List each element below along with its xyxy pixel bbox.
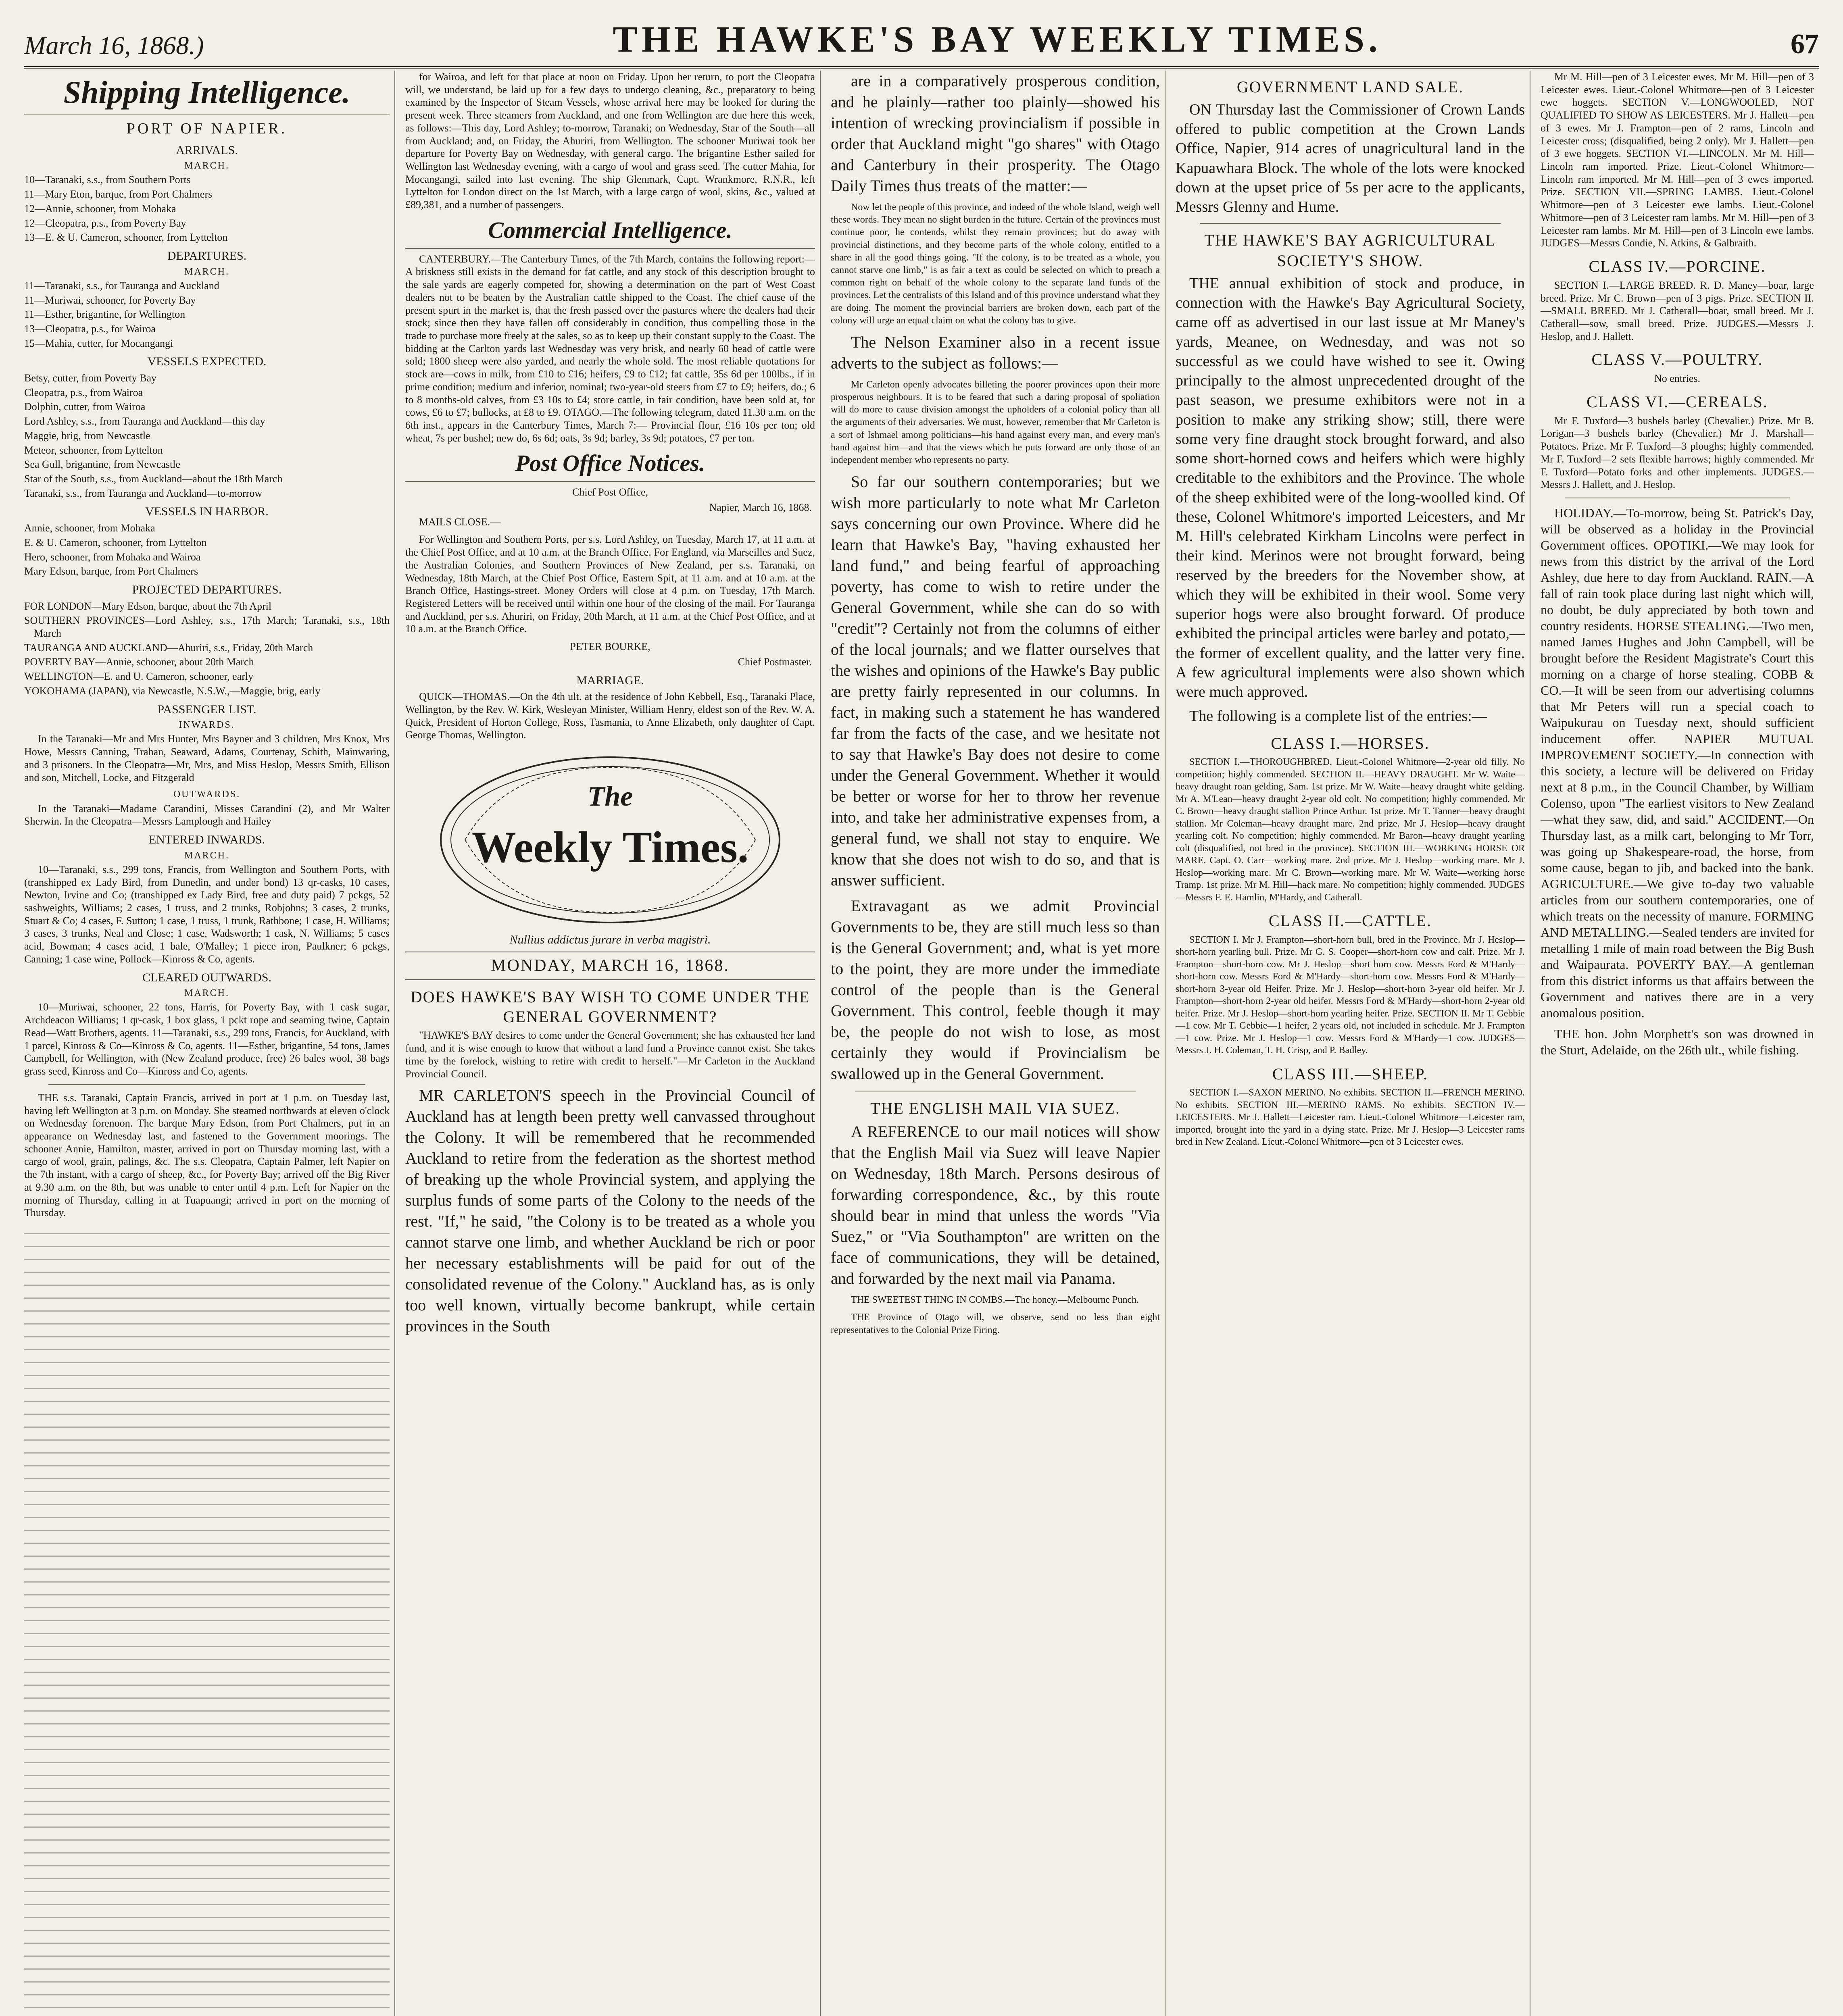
show-text: THE annual exhibition of stock and produce, in connection with the Hawke's Bay Agricultural Society, came off as advertised in our last issue at Mr Maney's yards, Meanee, on Wednesday, and was not so successful as we could have wished to see it. Owing principally to the almost unprecedented drought of the past season, we presume exhibitors were not in a position to make any striking show; still, there were some very fine draught stock brought forward, and also some short-horned cows and heifers which were highly creditable to the exhibitors and the Province. The whole of the sheep exhibited were of the long-woolled kind. Of these, Colonel Whitmore's imported Leicesters, and Mr M. Hill's celebrated Kirkham Lincolns were perfect in their kind. Merinos were not brought forward, being reserved by the breeders for the November show, at which they will be exhibited in their wool. Some very superior hogs were also brought forward. Of produce exhibited the principal articles were barley and potato,—the former of excellent quality, and the latter very fine. A few agricultural implements were also shown which were much approved. bbox=[1176, 275, 1525, 701]
column-agricultural-show bbox=[1176, 71, 1530, 2016]
column-commercial bbox=[405, 71, 821, 2016]
newspaper-title: THE HAWKE'S BAY WEEKLY TIMES. bbox=[613, 19, 1382, 60]
motto: Nullius addictus jurare in verba magistri. bbox=[509, 933, 711, 946]
arrival-entry: 10—Taranaki, s.s., from Southern Ports bbox=[24, 174, 191, 186]
expected-entry: Star of the South, s.s., from Auckland—about the 18th March bbox=[24, 473, 283, 485]
entries-intro: The following is a complete list of the entries:— bbox=[1189, 708, 1487, 725]
post-office-name: Chief Post Office, bbox=[572, 486, 648, 498]
expected-entry: Betsy, cutter, from Poverty Bay bbox=[24, 372, 156, 384]
lead-article-text: MR CARLETON'S speech in the Provincial Council of Auckland has at length been pretty well canvassed throughout the Colony. It will be remembered that he recommended Auckland to retire from the federation as the shortest method of breaking up the whole Provincial system, and applying the surplus funds of some parts of the Colony to the needs of the rest. "If," he said, "the Colony is to be treated as a whole you cannot starve one limb, and whether Auckland be rich or poor her necessary establishments will be paid for out of the consolidated revenue of the Colony." Auckland has, as is only too well known, virtually become bankrupt, while certain provinces in the South bbox=[405, 1086, 815, 1335]
arrival-entry: 12—Cleopatra, p.s., from Poverty Bay bbox=[24, 217, 186, 229]
harbor-entry: Mary Edson, barque, from Port Chalmers bbox=[24, 565, 198, 577]
class-horses-list: SECTION I.—THOROUGHBRED. Lieut.-Colonel Whitmore—2-year old filly. No competition; highly commended. SECTION II.—HEAVY DRAUGHT. Mr W. Waite—heavy draught roan gelding, Sam. 1st prize. Mr W. Waite—heavy draught white gelding. Mr A. M'Lean—heavy draught 2-year old colt. No competition; highly commended. Mr C. Brown—heavy draught stallion Prince Arthur. 1st prize. Mr T. Tanner—heavy draught stallion. Mr Coleman—heavy draught mare. 2nd prize. Mr J. Heslop—heavy draught yearling colt. No competition; highly commended. Mr Baron—heavy draught yearling colt (disqualified, not bred in the province). SECTION III.—WORKING HORSE OR MARE. Capt. O. Carr—working mare. 2nd prize. Mr J. Heslop—working mare. Mr J. Heslop—working mare. Mr C. Brown—working mare. Mr W. Waite—working horse Tramp. 1st prize. Mr M. Hill—hack mare. No competition; highly commended. JUDGES—Messrs F. E. Hamlin, M'Hardy, and Catherall. bbox=[1176, 757, 1525, 903]
expected-entry: Dolphin, cutter, from Wairoa bbox=[24, 401, 146, 413]
local-news-text: HOLIDAY.—To-morrow, being St. Patrick's Day, will be observed as a holiday in the Provincial Government offices. OPOTIKI.—We may look for news from this district by the arrival of the Lord Ashley, due here to day from Auckland. RAIN.—A fall of rain took place during last night which will, no doubt, be duly appreciated by both town and country residents. HORSE STEALING.—Two men, named James Hughes and John Campbell, will be brought before the Resident Magistrate's Court this morning on a charge of horse stealing. COBB & CO.—It will be seen from our advertising columns that Mr Peters will run a special coach to Waipukurau on Tuesday next, should sufficient inducement offer. NAPIER MUTUAL IMPROVEMENT SOCIETY.—In connection with this society, a lecture will be delivered on Friday next at 8 p.m., in the Council Chamber, by William Colenso, upon "The earliest visitors to New Zealand—what they saw, did, and said." ACCIDENT.—On Thursday last, as a milk cart, belonging to Mr Torr, was going up Shakespeare-road, the horse, from some cause, began to jib, and backed into the bank. AGRICULTURE.—We give to-day two valuable articles from our southern contemporaries, one of which treats on the necessity of manure. FORMING AND METALLING.—Sealed tenders are invited for metalling 1 mile of main road between the Big Bush and Waipaurata. POVERTY BAY.—A gentleman from this district informs us that affairs between the Government and natives there are in a very anomalous position. bbox=[1541, 506, 1814, 1020]
commercial-heading: Commercial Intelligence. bbox=[405, 216, 815, 249]
weekly-times-emblem bbox=[433, 751, 788, 929]
class-poultry-heading: CLASS V.—POULTRY. bbox=[1591, 350, 1763, 369]
harbor-entry: Annie, schooner, from Mohaka bbox=[24, 522, 155, 534]
class-porcine-list: SECTION I.—LARGE BREED. R. D. Maney—boar, large breed. Prize. Mr C. Brown—pen of 3 pigs. Prize. SECTION II.—SMALL BREED. Mr J. Catherall—boar, small breed. Mr J. Catherall—sow, small breed. Prize. JUDGES.—Messrs J. Heslop, and J. Hallett. bbox=[1541, 279, 1814, 342]
mail-heading: THE ENGLISH MAIL VIA SUEZ. bbox=[870, 1099, 1120, 1118]
post-office-text: For Wellington and Southern Ports, per s.s. Lord Ashley, on Tuesday, March 17, at 11 a.m. at the Chief Post Office, and at 10 a.m. at the Branch Office. For England, via Marseilles and Suez, the Australian Colonies, and Southern Provinces of New Zealand, per s.s. Taranaki, on Wednesday, 18th March, at the Chief Post Office, Eastern Spit, at 11 a.m. and at 10 a.m. at the Branch Office, Hastings-street. Money Orders will close at 4 p.m. on Tuesday, 17th March. Registered Letters will be received until within one hour of the closing of the mail. For Tauranga and Auckland, per s.s. Ahuriri, on Friday, 20th March, at 11 a.m. at the Chief Post Office, and at 10 a.m. at the Branch Office. bbox=[405, 533, 815, 635]
issue-dateline: MONDAY, MARCH 16, 1868. bbox=[405, 952, 815, 980]
shipping-heading: Shipping Intelligence. bbox=[24, 73, 390, 115]
departures-heading: DEPARTURES. bbox=[167, 249, 247, 262]
passengers-outwards: In the Taranaki—Madame Carandini, Misses Carandini (2), and Mr Walter Sherwin. In the Cleopatra—Messrs Lamplough and Hailey bbox=[24, 802, 390, 827]
column-local-news bbox=[1541, 71, 1819, 2016]
class-horses-heading: CLASS I.—HORSES. bbox=[1271, 734, 1430, 752]
post-office-date: Napier, March 16, 1868. bbox=[709, 501, 812, 513]
body-text-lines bbox=[24, 1224, 390, 2016]
editorial-quote-1: Now let the people of this province, and indeed of the whole Island, weigh well these words. They mean no slight burden in the future. Certain of the provinces must continue poor, he contends, whilst they remain provinces; but do away with provincial distinctions, and they become parts of the whole colony, entitled to a share in all the good things going. "If the colony, is to be treated as a whole, you cannot starve one limb," is as fair a text as could be selected on which to preach a common right on behalf of the whole colony to the separate land funds of the provinces. Let the centralists of this Island and of this province understand what they are doing. The moment the provincial barriers are broken down, each part of the colony will urge an equal claim on what the colony has to give. bbox=[831, 202, 1160, 326]
inwards-label: INWARDS. bbox=[179, 720, 235, 731]
editorial-text-1: are in a comparatively prosperous condition, and he plainly—rather too plainly—showed his intention of wrecking provincialism if possible in order that Auckland might "go shares" with Otago and Canterbury in their prosperity. The Otago Daily Times thus treats of the matter:— bbox=[831, 72, 1160, 195]
passengers-inwards: In the Taranaki—Mr and Mrs Hunter, Mrs Bayner and 3 children, Mrs Knox, Mrs Howe, Messrs Canning, Trahan, Seaward, Adams, Courtenay, Schith, Mainwaring, and 3 prisoners. In the Cleopatra—Mr, Mrs, and Miss Heslop, Messrs Smith, Ellison and son, Mitchell, Locke, and Fitzgerald bbox=[24, 733, 390, 783]
departure-entry: 11—Muriwai, schooner, for Poverty Bay bbox=[24, 294, 196, 306]
class-sheep-heading: CLASS III.—SHEEP. bbox=[1272, 1064, 1428, 1083]
column-shipping bbox=[24, 71, 395, 2016]
issue-date-header: March 16, 1868.) bbox=[24, 31, 204, 60]
class-poultry-list: No entries. bbox=[1654, 373, 1701, 385]
editorial-text-4: Extravagant as we admit Provincial Governments to be, they are still much less so than is the General Government; and, what is yet more to the point, they are more under the immediate control of the people than is the General Government. This control, feeble though it may be, the people do not wish to lose, as most certainly they would if Provincialism be swallowed up in the General Government. bbox=[831, 897, 1160, 1083]
cleared-month: MARCH. bbox=[184, 988, 230, 999]
class-porcine-heading: CLASS IV.—PORCINE. bbox=[1589, 257, 1766, 276]
page-number: 67 bbox=[1791, 29, 1819, 60]
marriage-text: QUICK—THOMAS.—On the 4th ult. at the residence of John Kebbell, Esq., Taranaki Place, Wellington, by the Rev. W. Kirk, Wesleyan Minister, William Henry, eldest son of the Rev. W. A. Quick, President of Horton College, Ross, Tasmania, to Anne Elizabeth, only daughter of Capt. George Thomas, Wellington. bbox=[405, 691, 815, 741]
projected-entry: TAURANGA AND AUCKLAND—Ahuriri, s.s., Friday, 20th March bbox=[24, 641, 313, 654]
class-cereals-list: Mr F. Tuxford—3 bushels barley (Chevalier.) Prize. Mr B. Lorigan—3 bushels barley (Chevalier.) Mr J. Marshall—Potatoes. Prize. Mr F. Tuxford—3 ploughs; highly commended. Mr F. Tuxford—2 sets flexible harrows; highly commended. Mr F. Tuxford—Potato forks and other implements. JUDGES.—Messrs J. Hallett, and J. Heslop. bbox=[1541, 414, 1814, 491]
cleared-text: 10—Muriwai, schooner, 22 tons, Harris, for Poverty Bay, with 1 cask sugar, Archdeacon Williams; 1 qr-cask, 1 box glass, 1 pckt rope and seaming twine, Captain Read—Watt Brothers, agents. 11—Taranaki, s.s., 299 tons, Francis, for Auckland, with 1 parcel, Kinross & Co—Kinross & Co, agents. 11—Esther, brigantine, 54 tons, James Campbell, for Wellington, with (New Zealand produce, free) 26 bales wool, 38 bags grass seed, Kinross and Co—Kinross and Co, agents. bbox=[24, 1001, 390, 1077]
expected-entry: Taranaki, s.s., from Tauranga and Auckland—to-morrow bbox=[24, 487, 263, 499]
projected-entry: POVERTY BAY—Annie, schooner, about 20th March bbox=[24, 656, 254, 668]
cleared-heading: CLEARED OUTWARDS. bbox=[142, 971, 271, 984]
post-office-heading: Post Office Notices. bbox=[405, 449, 815, 482]
projected-entry: YOKOHAMA (JAPAN), via Newcastle, N.S.W.,—Maggie, brig, early bbox=[24, 685, 321, 697]
province-item: THE Province of Otago will, we observe, send no less than eight representatives to the Colonial Prize Firing. bbox=[831, 1312, 1160, 1335]
class-cattle-list: SECTION I. Mr J. Frampton—short-horn bull, bred in the Province. Mr J. Heslop—short-horn yearling bull. Prize. Mr G. S. Cooper—short-horn cow and calf. Prize. Mr J. Frampton—short-horn cow. Mr J. Heslop—short horn cow. Messrs Ford & M'Hardy—short-horn cow. Messrs Ford & M'Hardy—short-horn cow. Messrs Ford & M'Hardy—short-horn 3-year old Heifer. Prize. Mr J. Heslop—short-horn 3-year old heifer. Mr J. Frampton—short-horn 2-year old heifer. Messrs Ford & M'Hardy—short-horn 2-year old heifer. Prize. Mr J. Heslop—short-horn yearling heifer. Prize. SECTION II. Mr T. Gebbie—1 cow. Mr T. Gebbie—1 heifer, 2 years old, not included in schedule. Mr J. Frampton—1 cow. Prize. Mr J. Heslop—1 cow. Messrs Ford & M'Hardy—1 cow. JUDGES—Messrs J. H. Coleman, T. H. Crisp, and P. Badley. bbox=[1176, 934, 1525, 1056]
passenger-heading: PASSENGER LIST. bbox=[157, 702, 256, 716]
entered-text: 10—Taranaki, s.s., 299 tons, Francis, from Wellington and Southern Ports, with (transhipped ex Lady Bird, from Dunedin, and under bond) 13 qr-casks, 10 cases, Newton, Irvine and Co; (transhipped ex Lady Bird, free and duty paid) 7 pckgs, 52 sashweights, Williams; 2 cases, 1 truss, and 2 trunks, Robjohns; 3 cases, 2 trunks, Stuart & Co; 4 cases, F. Sutton; 1 case, 1 truss, 1 trunk, Rathbone; 1 case, H. Williams; 3 cases, 3 trunks, Neal and Close; 1 case, Wadsworth; 1 cask, N. Williams; 5 cases acid, Bowman; 4 cases acid, 1 bale, O'Malley; 1 piece iron, Paulkner; 6 pckgs, Canning; 1 case wine, Pollock—Kinross & Co, agents. bbox=[24, 863, 390, 965]
entered-heading: ENTERED INWARDS. bbox=[148, 833, 265, 847]
land-sale-text: ON Thursday last the Commissioner of Crown Lands offered to public competition at the Crown Lands Office, Napier, 914 acres of unagricultural land in the Kapuawhara Block. The whole of the lots were knocked down at the upset price of 5s per acre to the applicants, Messrs Glenny and Hume. bbox=[1176, 101, 1525, 216]
harbor-entry: Hero, schooner, from Mohaka and Wairoa bbox=[24, 551, 201, 563]
expected-entry: Sea Gull, brigantine, from Newcastle bbox=[24, 458, 180, 471]
emblem-top-word: The bbox=[587, 781, 633, 812]
last-news-item: THE hon. John Morphett's son was drowned in the Sturt, Adelaide, on the 26th ult., while fishing. bbox=[1541, 1027, 1814, 1058]
emblem-graphic bbox=[433, 751, 788, 929]
postmaster-name: PETER BOURKE, bbox=[570, 641, 650, 653]
editorial-text-2: The Nelson Examiner also in a recent issue adverts to the subject as follows:— bbox=[831, 333, 1160, 372]
expected-entry: Lord Ashley, s.s., from Tauranga and Auckland—this day bbox=[24, 415, 265, 427]
expected-entry: Maggie, brig, from Newcastle bbox=[24, 429, 150, 442]
departures-month: MARCH. bbox=[184, 266, 230, 277]
port-heading: PORT OF NAPIER. bbox=[126, 120, 288, 137]
land-sale-heading: GOVERNMENT LAND SALE. bbox=[1236, 78, 1464, 96]
expected-heading: VESSELS EXPECTED. bbox=[147, 355, 267, 369]
outwards-label: OUTWARDS. bbox=[173, 789, 241, 800]
emblem-title: Weekly Times. bbox=[471, 823, 749, 872]
shipping-continued: for Wairoa, and left for that place at noon on Friday. Upon her return, to port the Cleopatra will, we understand, be laid up for a few days to undergo cleaning, &c., preparatory to being examined by the Inspector of Steam Vessels, whose arrival here may be looked for during the present week. Three steamers from Auckland, and one from Wellington are due here this week, as follows:—This day, Lord Ashley; to-morrow, Taranaki; on Wednesday, Star of the South—all from Auckland; and, on Friday, the Ahuriri, from Wellington. The schooner Muriwai took her departure for Poverty Bay on Wednesday, with general cargo. The brigantine Esther sailed for Wellington last Wednesday evening, with a cargo of wool and grass seed. The cutter Mahia, for Mocangangi, sailed into last evening. The ship Glenmark, Capt. Wrankmore, R.N.R., left Lyttelton for London direct on the 1st March, with a large cargo of wool, skins, &c., valued at £89,381, and a number of passengers. bbox=[405, 71, 815, 211]
harbor-heading: VESSELS IN HARBOR. bbox=[145, 505, 269, 519]
class-cattle-heading: CLASS II.—CATTLE. bbox=[1269, 912, 1432, 930]
departure-entry: 11—Esther, brigantine, for Wellington bbox=[24, 308, 186, 321]
editorial-quote-2: Mr Carleton openly advocates billeting the poorer provinces upon their more prosperous neighbours. It is to be feared that such a daring proposal of spoliation will do more to cause division amongst the upholders of a colonial policy than all the arguments of their adversaries. We must, however, remember that Mr Carleton is a sort of Ishmael among politicians—his hand against every man, and every man's hand against him—and that the views which he puts forward are only those of an independent member who represents no party. bbox=[831, 379, 1160, 465]
lead-article-quote: "HAWKE'S BAY desires to come under the General Government; she has exhausted her land fund, and it is wise enough to know that without a land fund a Province cannot exist. She takes time by the forelock, wishing to retire with credit to herself."—Mr Carleton in the Auckland Provincial Council. bbox=[405, 1029, 815, 1080]
mails-close-label: MAILS CLOSE.— bbox=[419, 516, 501, 528]
editorial-text-3: So far our southern contemporaries; but we wish more particularly to note what Mr Carleton says concerning our own Province. Where did he learn that Hawke's Bay, "having exhausted her land fund," and being fearful of approaching poverty, has come to wish to retire under the General Government, while she can do so with "credit"? Certainly not from the columns of either of the local journals; and we flatter ourselves that the wishes and opinions of the Hawke's Bay public are pretty fairly represented in our columns. In fact, in making such a statement he has wandered far from the facts of the case, and we hesitate not to say that Hawke's Bay does not desire to come under the General Government. Whether it would be better or worse for her to throw her revenue into, and take her administrative expenses from, a general fund, we shall not stay to enquire. We know that she does not wish to do so, and that is answer sufficient. bbox=[831, 473, 1160, 889]
projected-entry: WELLINGTON—E. and U. Cameron, schooner, early bbox=[24, 671, 254, 683]
divider bbox=[1200, 223, 1501, 224]
departure-entry: 13—Cleopatra, p.s., for Wairoa bbox=[24, 323, 156, 335]
masthead bbox=[24, 16, 1819, 69]
entered-month: MARCH. bbox=[184, 850, 230, 861]
marriage-heading: MARRIAGE. bbox=[576, 673, 644, 687]
commercial-text: CANTERBURY.—The Canterbury Times, of the 7th March, contains the following report:— A briskness still exists in the demand for fat cattle, and any stock of this description brought to the sale yards are eagerly competed for, showing a determination on the part of West Coast dealers not to be beaten by the Australian cattle shipped to the Coast. The chief cause of the present spurt in the market is, that the fresh passed over the pastures where the dealers had their stock; since then they have fallen off considerably in condition, thus compelling those in the trade to purchase more freely at the sales, so as to keep up their constant supply to the Coast. The bidding at the Carlton yards last Wednesday was very brisk, and nearly 60 head of cattle were sold; 1800 sheep were also yarded, and nearly the whole sold. The most reliable quotations for stock are—cows in milk, from £10 to £16; heifers, £9 to £12; fat cattle, 35s 6d per 100lbs., if in prime condition; medium and inferior, nominal; two-year-old steers from £7 to £9; heifers, do.; 6 to 8 months-old calves, from £3 10s to £4; store cattle, in fair condition, have been sold at, for cows, £6 to £7; bullocks, at £8 to £9. OTAGO.—The following telegram, dated 11.30 a.m. on the 6th inst., appears in the Canterbury Times, March 7:— Provincial flour, £16 10s per ton; old wheat, 7s per bushel; new do, 6s 6d; oats, 3s 9d; barley, 3s 9d; potatoes, £7 per ton. bbox=[405, 253, 815, 444]
lead-article-title: DOES HAWKE'S BAY WISH TO COME UNDER THE GENERAL GOVERNMENT? bbox=[410, 987, 810, 1026]
departure-entry: 11—Taranaki, s.s., for Tauranga and Auckland bbox=[24, 279, 219, 292]
arrivals-heading: ARRIVALS. bbox=[176, 143, 238, 157]
arrival-entry: 12—Annie, schooner, from Mohaka bbox=[24, 202, 176, 215]
show-heading: THE HAWKE'S BAY AGRICULTURAL SOCIETY'S SHOW. bbox=[1204, 231, 1496, 270]
column-editorial bbox=[831, 71, 1165, 2016]
shipping-news: THE s.s. Taranaki, Captain Francis, arrived in port at 1 p.m. on Tuesday last, having left Wellington at 3 p.m. on Monday. She steamed northwards at eleven o'clock on Wednesday forenoon. The barque Mary Edson, from Port Chalmers, put in an appearance on Wednesday last, and fastened to the Government moorings. The schooner Annie, Hamilton, master, arrived in port on Thursday morning last, with a cargo of wool, grain, palings, &c. The s.s. Cleopatra, Captain Palmer, left Napier on the 7th instant, with a cargo of sheep, &c., for Poverty Bay; arrived off the Big River at 9.30 a.m. on the 8th, but was unable to enter until 4 p.m. Left for Napier on the morning of Thursday, calling in at Tuapuangi; arrived in port on the morning of Thursday. bbox=[24, 1091, 390, 1219]
sheep-list-continued: Mr M. Hill—pen of 3 Leicester ewes. Mr M. Hill—pen of 3 Leicester ewes. Lieut.-Colonel Whitmore—pen of 3 Leicester ewe hoggets. SECTION V.—LONGWOOLED, NOT QUALIFIED TO SHOW AS LEICESTERS. Mr J. Hallett—pen of 3 ewes. Mr J. Frampton—pen of 2 rams, Lincoln and Leicester cross; (disqualified, being 2 only). Mr J. Hallett—pen of 3 ewe hoggets. SECTION VI.—LINCOLN. Mr M. Hill—Lincoln ram imported. Prize. Lieut.-Colonel Whitmore—Lincoln ram imported. Mr M. Hill—pen of 3 ewes imported. Prize. SECTION VII.—SPRING LAMBS. Lieut.-Colonel Whitmore—pen of 3 Leicester ewe lambs. Lieut.-Colonel Whitmore—pen of 3 Leicester ram lambs. Mr M. Hill—pen of 3 Leicester ram lambs. Mr M. Hill—pen of 3 Lincoln ewe lambs. JUDGES—Messrs Condie, N. Atkins, & Galbraith. bbox=[1541, 71, 1814, 249]
expected-entry: Cleopatra, p.s., from Wairoa bbox=[24, 386, 143, 398]
mail-text: A REFERENCE to our mail notices will show that the English Mail via Suez will leave Napier on Wednesday, 18th March. Persons desirous of forwarding correspondence, &c., by this route should bear in mind that unless the words "Via Suez," or "Via Southampton" are written on the face of communications, they will be detained, and forwarded by the next mail via Panama. bbox=[831, 1123, 1160, 1288]
projected-entry: SOUTHERN PROVINCES—Lord Ashley, s.s., 17th March; Taranaki, s.s., 18th March bbox=[24, 614, 390, 639]
postmaster-title: Chief Postmaster. bbox=[738, 656, 812, 668]
expected-entry: Meteor, schooner, from Lyttelton bbox=[24, 444, 163, 456]
arrival-entry: 13—E. & U. Cameron, schooner, from Lyttelton bbox=[24, 231, 228, 244]
columns bbox=[24, 71, 1819, 2016]
projected-entry: FOR LONDON—Mary Edson, barque, about the 7th April bbox=[24, 600, 272, 612]
harbor-entry: E. & U. Cameron, schooner, from Lyttelton bbox=[24, 536, 207, 548]
class-sheep-list: SECTION I.—SAXON MERINO. No exhibits. SECTION II.—FRENCH MERINO. No exhibits. SECTION III.—MERINO RAMS. No exhibits. SECTION IV.—LEICESTERS. Mr J. Hallett—Leicester ram. Lieut.-Colonel Whitmore—Leicester ram, imported, brought into the yard in a dying state. Prize. Mr J. Heslop—3 Leicester rams bred in New Zealand. Lieut.-Colonel Whitmore—pen of 3 Leicester ewes. bbox=[1176, 1087, 1525, 1148]
arrivals-month: MARCH. bbox=[184, 160, 230, 171]
class-cereals-heading: CLASS VI.—CEREALS. bbox=[1587, 392, 1768, 411]
projected-heading: PROJECTED DEPARTURES. bbox=[132, 583, 282, 596]
arrival-entry: 11—Mary Eton, barque, from Port Chalmers bbox=[24, 188, 213, 200]
divider bbox=[48, 1084, 365, 1085]
combs-item: THE SWEETEST THING IN COMBS.—The honey.—Melbourne Punch. bbox=[851, 1295, 1139, 1306]
departure-entry: 15—Mahia, cutter, for Mocangangi bbox=[24, 337, 173, 349]
